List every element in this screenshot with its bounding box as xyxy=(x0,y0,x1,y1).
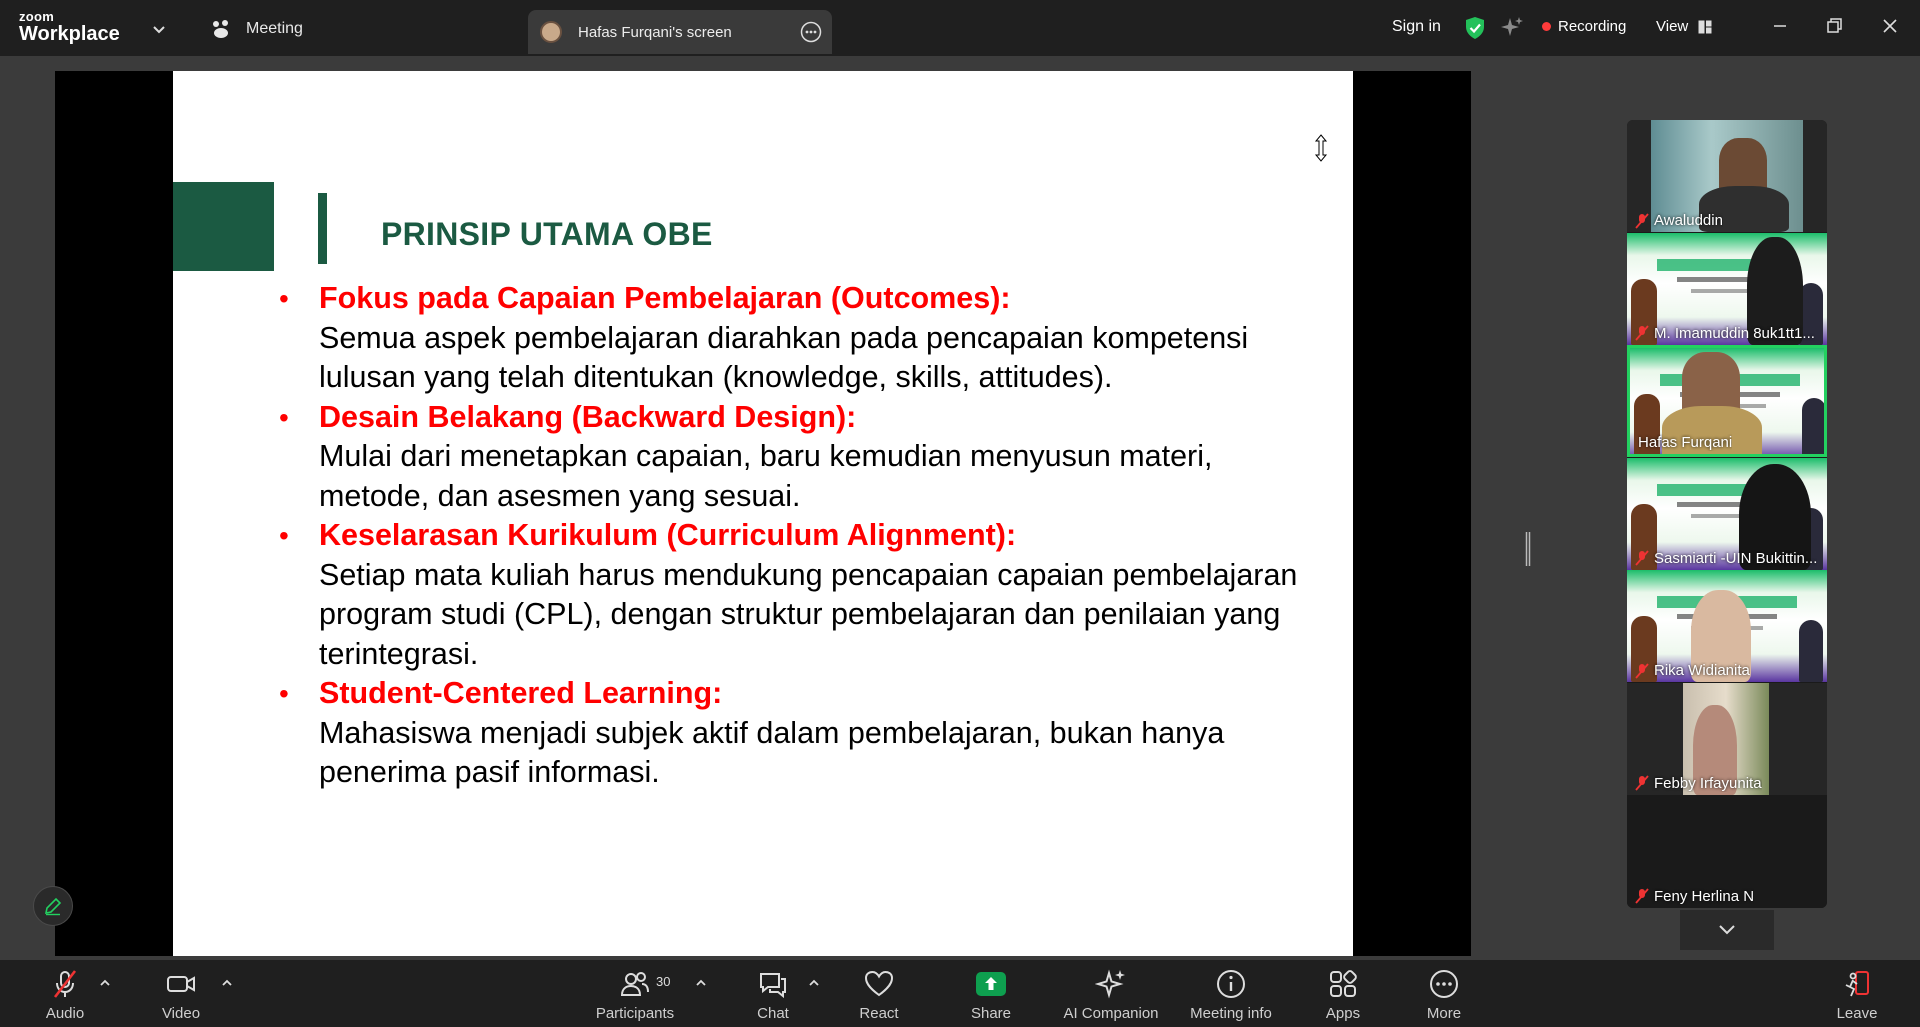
audio-label: Audio xyxy=(45,1005,85,1022)
video-tile[interactable] xyxy=(1627,458,1827,570)
video-tile[interactable] xyxy=(1627,570,1827,682)
close-icon[interactable] xyxy=(1876,14,1904,38)
recording-dot xyxy=(1542,22,1551,31)
participants-label: Participants xyxy=(595,1005,675,1022)
mic-muted-icon xyxy=(1635,663,1649,679)
more-label: More xyxy=(1426,1005,1462,1022)
zoom-workplace-logo xyxy=(19,10,120,44)
slide-accent-block xyxy=(173,182,274,271)
meeting-paw-icon xyxy=(210,18,232,40)
bullet-item: • Student-Centered Learning: Mahasiswa menjadi subjek aktif dalam pembelajaran, bukan hanya penerima pasif informasi. xyxy=(279,674,1319,793)
video-tile[interactable] xyxy=(1627,796,1827,908)
minimize-icon[interactable] xyxy=(1766,14,1794,38)
presentation-slide xyxy=(173,71,1353,956)
bullet-heading: Desain Belakang (Backward Design): xyxy=(319,399,857,434)
avatar xyxy=(540,21,562,43)
heart-icon xyxy=(863,968,895,1000)
video-label: Video xyxy=(161,1005,201,1022)
bullet-text: Setiap mata kuliah harus mendukung pencapaian capaian pembelajaran program studi (CPL), dengan struktur pembelajaran dan penilaian yang terintegrasi. xyxy=(319,557,1298,671)
meeting-info-label: Meeting info xyxy=(1190,1005,1272,1022)
bullet-text: Semua aspek pembelajaran diarahkan pada pencapaian kompetensi lulusan yang telah ditentukan (knowledge, skills, attitudes). xyxy=(319,320,1249,394)
chevron-down-icon[interactable] xyxy=(150,20,168,38)
slide-title-bar xyxy=(318,193,327,264)
video-tile[interactable] xyxy=(1627,233,1827,345)
more-options-icon[interactable] xyxy=(800,21,822,43)
recording-indicator[interactable] xyxy=(1542,18,1626,35)
tab-meeting-label: Meeting xyxy=(246,20,303,37)
mic-muted-icon xyxy=(1635,213,1649,229)
shield-icon[interactable] xyxy=(1464,16,1486,40)
gallery-scroll-down-button[interactable] xyxy=(1680,910,1774,950)
chevron-up-icon[interactable] xyxy=(694,976,708,990)
pencil-icon xyxy=(43,896,63,916)
video-tile-active-speaker[interactable] xyxy=(1627,345,1827,457)
recording-label: Recording xyxy=(1558,18,1627,35)
chat-label: Chat xyxy=(757,1005,789,1022)
slide-bullet-list xyxy=(279,279,1319,793)
tab-meeting[interactable] xyxy=(210,16,303,42)
view-button[interactable] xyxy=(1656,18,1712,35)
chat-icon xyxy=(757,968,789,1000)
video-tile[interactable] xyxy=(1627,683,1827,795)
sign-in-link[interactable]: Sign in xyxy=(1392,18,1441,35)
apps-icon xyxy=(1327,968,1359,1000)
apps-label: Apps xyxy=(1325,1005,1361,1022)
restore-icon[interactable] xyxy=(1820,14,1848,38)
participant-gallery xyxy=(1627,120,1827,908)
tab-shared-screen[interactable] xyxy=(528,10,832,54)
mic-muted-icon xyxy=(49,968,81,1000)
bullet-heading: Keselarasan Kurikulum (Curriculum Alignment): xyxy=(319,518,1017,552)
participant-name: Sasmiarti -UIN Bukittin... xyxy=(1635,550,1817,567)
shared-screen-view[interactable] xyxy=(55,71,1471,956)
participant-name: Awaluddin xyxy=(1635,212,1723,229)
bullet-item: • Keselarasan Kurikulum (Curriculum Alignment): Setiap mata kuliah harus mendukung pencapaian capaian pembelajaran program studi (CPL), dengan struktur pembelajaran dan penilaian yang terintegrasi. xyxy=(279,516,1319,674)
chevron-up-icon[interactable] xyxy=(98,976,112,990)
react-label: React xyxy=(859,1005,899,1022)
layout-grid-icon xyxy=(1698,20,1712,34)
share-button[interactable] xyxy=(936,968,1046,1022)
chevron-up-icon[interactable] xyxy=(220,976,234,990)
bullet-item: • Desain Belakang (Backward Design): Mulai dari menetapkan capaian, baru kemudian menyusun materi, metode, dan asesmen yang sesuai. xyxy=(279,398,1319,517)
ai-sparkle-icon[interactable] xyxy=(1500,15,1524,39)
resize-splitter-handle[interactable] xyxy=(1525,532,1531,566)
logo-brand-bottom: Workplace xyxy=(19,23,120,45)
chevron-up-icon[interactable] xyxy=(807,976,821,990)
ai-companion-label: AI Companion xyxy=(1063,1005,1159,1022)
bullet-text: Mulai dari menetapkan capaian, baru kemudian menyusun materi, metode, dan asesmen yang sesuai. xyxy=(319,439,1213,513)
participants-icon xyxy=(619,968,651,1000)
participant-name: Hafas Furqani xyxy=(1638,434,1733,452)
bullet-item: • Fokus pada Capaian Pembelajaran (Outcomes): Semua aspek pembelajaran diarahkan pada pencapaian kompetensi lulusan yang telah ditentukan (knowledge, skills, attitudes). xyxy=(279,279,1319,398)
meeting-toolbar xyxy=(0,960,1920,1027)
tab-share-label: Hafas Furqani's screen xyxy=(578,23,732,41)
mic-muted-icon xyxy=(1635,775,1649,791)
mic-muted-icon xyxy=(1635,325,1649,341)
bullet-text: Mahasiswa menjadi subjek aktif dalam pembelajaran, bukan hanya penerima pasif informasi. xyxy=(319,715,1225,789)
share-label: Share xyxy=(970,1005,1012,1022)
bullet-heading: Fokus pada Capaian Pembelajaran (Outcomes): xyxy=(319,281,1011,315)
info-icon xyxy=(1215,968,1247,1000)
participant-count: 30 xyxy=(656,974,671,989)
mic-muted-icon xyxy=(1635,550,1649,566)
resize-cursor-icon xyxy=(1313,133,1329,163)
ai-companion-button[interactable] xyxy=(1056,968,1166,1022)
bullet-heading: Student-Centered Learning: xyxy=(319,676,723,710)
leave-button[interactable] xyxy=(1802,968,1912,1022)
leave-icon xyxy=(1841,968,1873,1000)
mic-muted-icon xyxy=(1635,888,1649,904)
participants-button[interactable] xyxy=(580,968,690,1022)
view-label: View xyxy=(1656,18,1689,35)
apps-button[interactable] xyxy=(1288,968,1398,1022)
top-bar xyxy=(0,0,1920,56)
more-button[interactable] xyxy=(1389,968,1499,1022)
annotate-button[interactable] xyxy=(33,886,73,926)
more-icon xyxy=(1428,968,1460,1000)
logo-brand-top: zoom xyxy=(19,9,55,24)
video-tile[interactable] xyxy=(1627,120,1827,232)
react-button[interactable] xyxy=(824,968,934,1022)
participant-name: Feny Herlina N xyxy=(1635,888,1754,905)
participant-name: M. Imamuddin 8uk1tt1... xyxy=(1635,325,1815,342)
ai-companion-icon xyxy=(1095,968,1127,1000)
participant-name: Febby Irfayunita xyxy=(1635,775,1762,792)
share-screen-icon xyxy=(975,968,1007,1000)
meeting-info-button[interactable] xyxy=(1176,968,1286,1022)
chevron-down-icon xyxy=(1717,924,1737,936)
video-camera-icon xyxy=(165,968,197,1000)
leave-label: Leave xyxy=(1836,1005,1878,1022)
participant-name: Rika Widianita xyxy=(1635,662,1750,679)
slide-title: PRINSIP UTAMA OBE xyxy=(381,216,713,252)
